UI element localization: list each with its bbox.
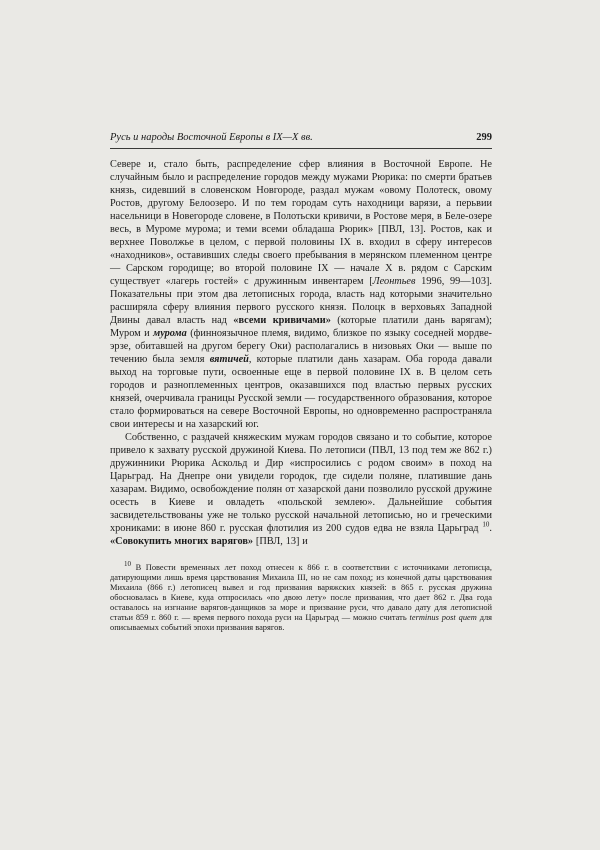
text-run: В Повести временных лет поход отнесен к 866 г. в соответствии с источниками летописца, датирующими лишь время царствования Михаила III, но не сам поход; из конечной даты царствования Михаила (866 г.) летописец вывел и год призвания варяжских князей: в 865 г. русская дружина обосновалась в Киеве, куда отпросилась «по двою лету» после призвания, что дает 862 г. Два года оставалось на изгнание варягов-данщиков за море и призвание руси, что давало дату для летописной статьи 859 г. 860 г. — время первого похода руси на Царьград — можно считать: [110, 563, 492, 622]
text-run: , которые платили дань хазарам. Оба города давали выход на торговые пути, освоенные еще в первой половине IX в. В целом сеть городов и разноплеменных центров, оказавшихся под властью первых русских князей, очерчивала границы Русской земли — государственного образования, которое стало формироваться на севере Восточной Европы, но одновременно распространяла свои интересы и на хазарский юг.: [110, 354, 492, 430]
text-run: 1996, 99—103]. Показательны при этом два летописных города, власть над которыми значительно расширяла сферу влияния первого русского князя. Полоцк в верховьях Западной Двины давал власть над: [110, 276, 492, 326]
text-run: (которые платили дань варягам); Муром и: [110, 315, 492, 339]
text-run: «Совокупить многих варягов»: [110, 536, 254, 547]
paragraph: [110, 431, 492, 548]
text-run: terminus post quem: [409, 613, 477, 622]
header-title: Русь и народы Восточной Европы в IX—X вв.: [110, 132, 313, 143]
footnote: [110, 560, 493, 633]
text-run: мурома: [153, 328, 187, 339]
header-rule: [110, 148, 492, 149]
text-run: Севере и, стало быть, распределение сфер влияния в Восточной Европе. Не случайным было и распределение городов между мужами Рюрика: по смерти братьев князь, сидевший в словенском Новгороде, раздал мужам «овому Полотеск, овому Ростов, другому Белоозеро. И по тем городам суть находници варязи, а перьвии насельници в Новегороде словене, в Полотьски кривичи, в Ростове меря, в Беле-озере весь, в Муроме мурома; и теми всеми обладаша Рюрик» [ПВЛ, 13]. Ростов, как и верхнее Поволжье в целом, с первой половины IX в. входил в сферу интересов «находников», оставивших следы своего пребывания в мерянском племенном центре — Сарском городище; во второй половине IX — начале X в. рядом с Сарским существует «лагерь гостей» с дружинным инвентарем [: [110, 159, 492, 287]
text-run: [ПВЛ, 13] и: [253, 536, 308, 547]
text-run: для описываемых событий эпохи призвания варягов.: [110, 613, 493, 632]
footnotes: [110, 560, 493, 633]
text-run: (финноязычное племя, видимо, близкое по языку соседней мордве-эрзе, обитавшей на другом берегу Оки) располагались в низовьях Оки — выше по течению была земля: [110, 328, 492, 365]
footnote-marker: 10: [124, 560, 131, 569]
text-run: вятичей: [209, 354, 249, 365]
page-content: [110, 132, 492, 633]
text-run: «всеми кривичами»: [233, 315, 331, 326]
text-run: Собственно, с раздачей княжеским мужам городов связано и то событие, которое привело к захвату русской дружиной Киева. По летописи (ПВЛ, 13 под тем же 862 г.) дружинники Рюрика Аскольд и Дир «испросились с родом своим» в поход на Царьград. На Днепре они увидели городок, где сидели поляне, платившие дань хазарам. Видимо, освобождение полян от хазарской дани позволило русской дружине осесть в Киеве и овладеть «польской землею». Дальнейшие события засвидетельствованы уже не только русской начальной летописью, но и греческими хрониками: в июне 860 г. русская флотилия из 200 судов едва не взяла Царьград: [110, 432, 492, 534]
running-header: [110, 132, 492, 144]
text-run: Леонтьев: [372, 276, 416, 287]
body-text: [110, 158, 492, 548]
text-run: .: [489, 523, 492, 534]
footnote-marker: 10: [482, 520, 490, 529]
page-number: 299: [476, 132, 492, 143]
paragraph: [110, 158, 492, 431]
